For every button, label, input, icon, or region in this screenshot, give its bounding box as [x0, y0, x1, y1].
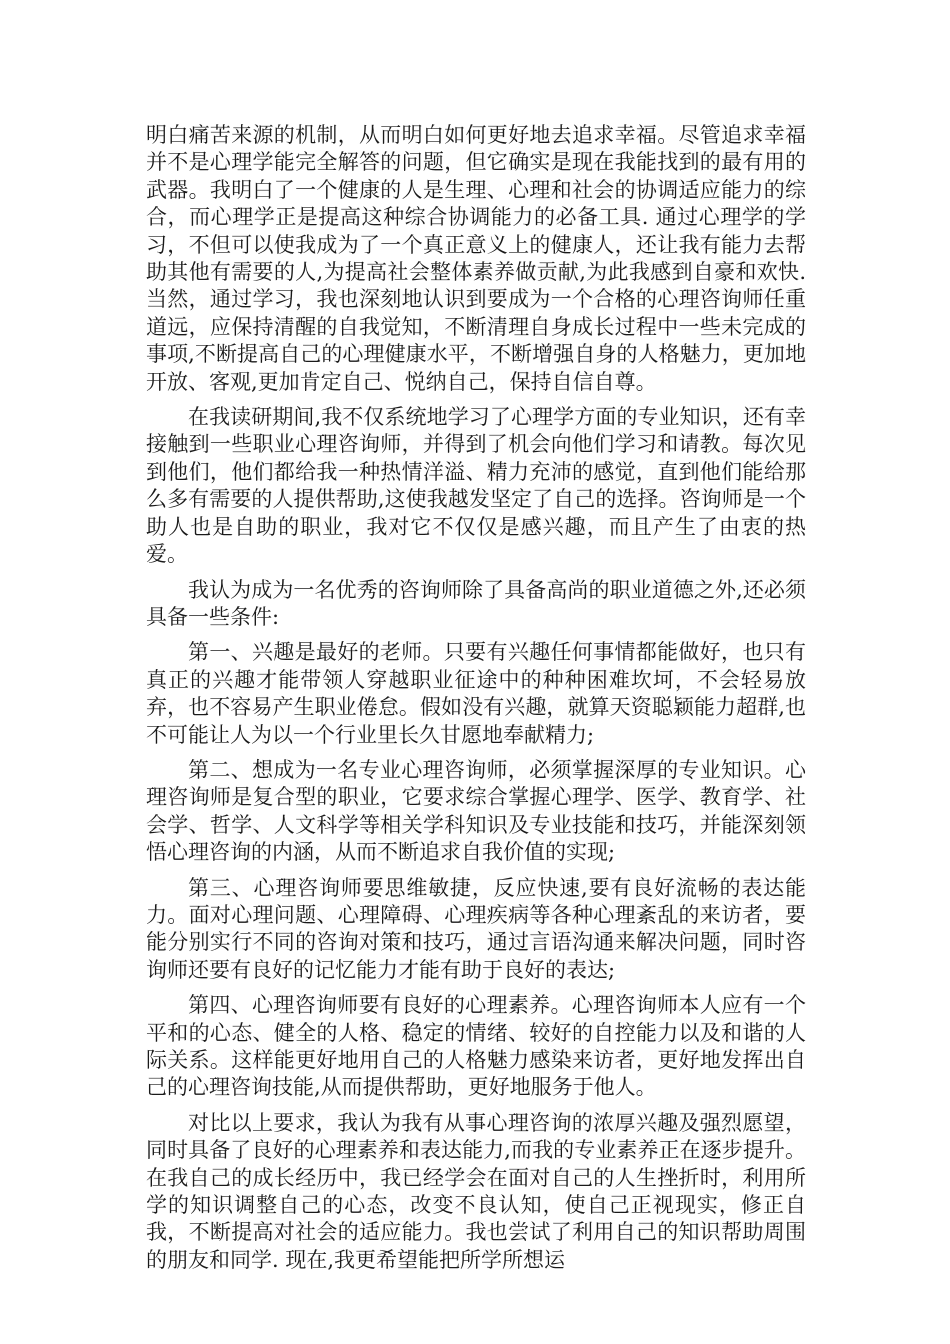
paragraph-1: 明白痛苦来源的机制，从而明白如何更好地去追求幸福。尽管追求幸福并不是心理学能完全解答的问题，但它确实是现在我能找到的最有用的武器。我明白了一个健康的人是生理、心理和社会的协调适应能力的综合，而心理学正是提高这种综合协调能力的必备工具. 通过心理学的学习，不但可以使我成为了一个真正意义上的健康人，还让我有能力去帮助其他有需要的人,为提高社会整体素养做贡献,为此我感到自豪和欢快. 当然，通过学习，我也深刻地认识到要成为一个合格的心理咨询师任重道远，应保持清醒的自我觉知，不断清理自身成长过程中一些未完成的事项,不断提高自己的心理健康水平，不断增强自身的人格魅力，更加地开放、客观,更加肯定自己、悦纳自己，保持自信自尊。 — [146, 123, 806, 394]
paragraph-5: 第二、想成为一名专业心理咨询师，必须掌握深厚的专业知识。心理咨询师是复合型的职业，它要求综合掌握心理学、医学、教育学、社会学、哲学、人文科学等相关学科知识及专业技能和技巧，并能深刻领悟心理咨询的内涵，从而不断追求自我价值的实现; — [146, 757, 806, 865]
paragraph-3: 我认为成为一名优秀的咨询师除了具备高尚的职业道德之外,还必须具备一些条件: — [146, 577, 806, 629]
paragraph-2: 在我读研期间,我不仅系统地学习了心理学方面的专业知识，还有幸接触到一些职业心理咨询师，并得到了机会向他们学习和请教。每次见到他们，他们都给我一种热情洋溢、精力充沛的感觉，直到他们能给那么多有需要的人提供帮助,这使我越发坚定了自己的选择。咨询师是一个助人也是自助的职业，我对它不仅仅是感兴趣，而且产生了由衷的热爱。 — [146, 405, 806, 567]
document-body — [146, 122, 806, 1282]
paragraph-4: 第一、兴趣是最好的老师。只要有兴趣任何事情都能做好，也只有真正的兴趣才能带领人穿越职业征途中的种种困难坎坷，不会轻易放弃，也不容易产生职业倦怠。假如没有兴趣，就算天资聪颖能力超群,也不可能让人为以一个行业里长久甘愿地奉献精力; — [146, 640, 806, 747]
paragraph-7: 第四、心理咨询师要有良好的心理素养。心理咨询师本人应有一个平和的心态、健全的人格、稳定的情绪、较好的自控能力以及和谐的人际关系。这样能更好地用自己的人格魅力感染来访者，更好地发挥出自己的心理咨询技能,从而提供帮助，更好地服务于他人。 — [146, 993, 806, 1100]
paragraph-8: 对比以上要求，我认为我有从事心理咨询的浓厚兴趣及强烈愿望，同时具备了良好的心理素养和表达能力,而我的专业素养正在逐步提升。在我自己的成长经历中，我已经学会在面对自己的人生挫折时，利用所学的知识调整自己的心态，改变不良认知，使自己正视现实，修正自我，不断提高对社会的适应能力。我也尝试了利用自己的知识帮助周围的朋友和同学. 现在,我更希望能把所学所想运 — [146, 1110, 806, 1272]
paragraph-6: 第三、心理咨询师要思维敏捷，反应快速,要有良好流畅的表达能力。面对心理问题、心理障碍、心理疾病等各种心理紊乱的来访者，要能分别实行不同的咨询对策和技巧，通过言语沟通来解决问题，同时咨询师还要有良好的记忆能力才能有助于良好的表达; — [146, 875, 806, 982]
